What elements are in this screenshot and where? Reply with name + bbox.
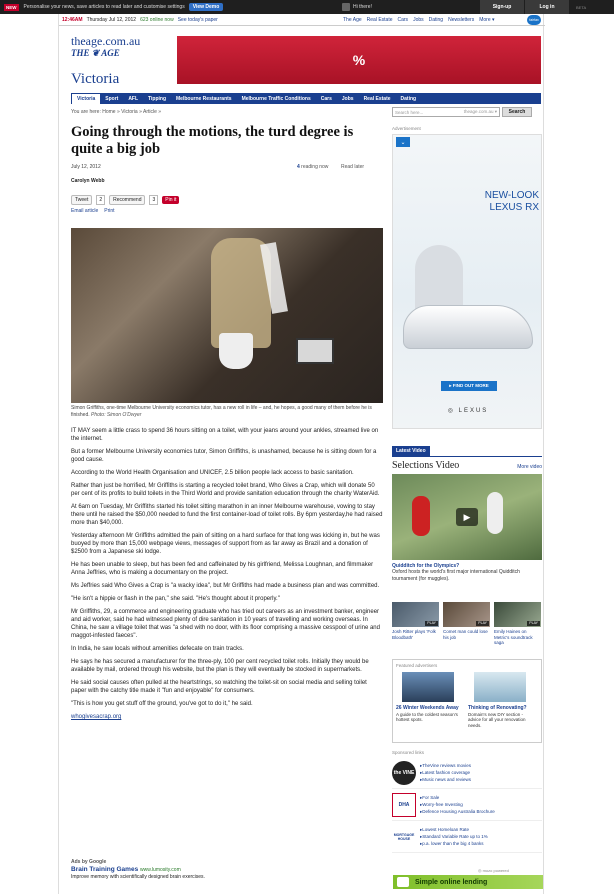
featured-item[interactable] xyxy=(468,672,532,728)
breadcrumb[interactable]: You are here: Home » Victoria » Article » xyxy=(71,109,162,115)
nav-item[interactable]: Melbourne Traffic Conditions xyxy=(241,95,311,102)
article-paragraph: According to the World Health Organisation and UNICEF, 2.5 billion people lack access to basic sanitation. xyxy=(71,470,354,476)
video-description: Oxford hosts the world's first major international Quidditch tournament (for muggles). xyxy=(392,569,520,582)
article-paragraph: "He isn't a hippie or flash in the pan," she said. "He's thought about it properly." xyxy=(71,596,280,602)
featured-row xyxy=(396,672,538,728)
featured-image xyxy=(474,672,526,702)
sponsor-link[interactable]: ▸ Defence Housing Australia Brochure xyxy=(420,808,495,815)
site-logo[interactable] xyxy=(71,34,140,59)
google-ads xyxy=(71,859,383,881)
chevron-down-icon[interactable]: ⌄ xyxy=(396,137,410,147)
video-thumb-image xyxy=(392,602,439,627)
latest-video-tab[interactable]: Latest Video xyxy=(392,446,430,456)
lexus-headline-line1: NEW-LOOK xyxy=(484,190,539,201)
latest-video-panel xyxy=(392,446,542,582)
sponsor-link[interactable]: ▸ TheVine reviews movies xyxy=(420,762,471,769)
video-thumb[interactable] xyxy=(494,602,541,646)
article-paragraph: IT MAY seem a little crass to spend 36 hours sitting on a toilet, with your jeans around your ankles, streamed live on the internet. xyxy=(71,428,379,442)
video-thumb[interactable] xyxy=(392,602,439,646)
nav-item[interactable]: Jobs xyxy=(341,95,354,102)
article-paragraph: In India, he saw locals without amenities defecate on train tracks. xyxy=(71,646,244,652)
network-link[interactable]: Jobs xyxy=(413,17,424,23)
google-ad-title[interactable] xyxy=(71,866,383,874)
network-link[interactable]: The Age xyxy=(343,17,362,23)
video-thumb-caption: Comet man could lose his job xyxy=(443,629,488,640)
google-ad-desc: Improve memory with scientifically designed brain exercises. xyxy=(71,874,205,880)
video-section-heading: Selections Video xyxy=(392,460,460,471)
featured-image xyxy=(402,672,454,702)
login-button[interactable]: Log in xyxy=(525,0,569,14)
article-paragraph: Ms Jeffries said Who Gives a Crap is "a wacky idea", but Mr Griffiths had made a business plan and was committed. xyxy=(71,583,380,589)
google-ads-label: Ads by Google xyxy=(71,859,107,865)
mortgage-house-logo[interactable]: MORTGAGE HOUSE xyxy=(392,825,416,849)
read-later-button[interactable] xyxy=(341,164,364,170)
search-scope-select[interactable]: theage.com.au ▾ xyxy=(463,109,497,114)
search-placeholder: Search here... xyxy=(395,109,424,115)
banner-ad[interactable] xyxy=(177,36,541,84)
online-count: 623 online now xyxy=(140,16,174,23)
current-date: Thursday Jul 12, 2012 xyxy=(86,16,137,23)
new-badge: NEW xyxy=(6,4,17,10)
video-title[interactable]: Quidditch for the Olympics? xyxy=(392,563,460,569)
network-link[interactable]: Newsletters xyxy=(448,17,475,23)
tweet-button[interactable]: Tweet xyxy=(71,195,92,205)
featured-title: 26 Winter Weekends Away xyxy=(396,705,459,711)
nav-item[interactable]: Sport xyxy=(105,95,119,102)
sponsor-link[interactable]: ▸ Worry-free Investing xyxy=(420,801,495,808)
thevine-logo[interactable]: the VINE xyxy=(392,761,416,785)
todays-paper-link[interactable]: See today's paper xyxy=(177,16,218,23)
pin-it-button[interactable]: Pin it xyxy=(162,196,179,204)
social-buttons xyxy=(71,195,179,205)
article-body xyxy=(71,427,383,726)
nav-item[interactable]: Tipping xyxy=(148,95,167,102)
more-video-link[interactable]: More video xyxy=(517,464,542,470)
video-thumb-caption: Emily Haines on Metric's soundtrack saga xyxy=(494,629,533,645)
lending-icon xyxy=(397,877,409,887)
lending-text: Simple online lending xyxy=(415,878,488,886)
article-author[interactable]: Carolyn Webb xyxy=(71,178,105,184)
article-headline: Going through the motions, the turd degree is quite a big job xyxy=(71,124,354,157)
car-image xyxy=(403,305,533,349)
featured-advertisers xyxy=(392,659,542,743)
reading-now xyxy=(297,164,328,170)
find-out-more-button[interactable]: ▸ FIND OUT MORE xyxy=(441,381,497,391)
article-tools xyxy=(71,208,115,214)
article-paragraph: But a former Melbourne University economics tutor, Simon Griffiths, is unashamed, because he is sitting down for a good cause. xyxy=(71,449,377,463)
site-link[interactable]: whogivesacrap.org xyxy=(71,714,122,720)
photo-laptop xyxy=(296,338,334,364)
section-title: Victoria xyxy=(71,71,120,87)
recommend-count: 3 xyxy=(149,195,158,205)
lexus-headline-line2: LEXUS RX xyxy=(489,202,539,213)
logo-masthead: THE ❦ AGE xyxy=(71,48,120,58)
article-paragraph: He says he has secured a manufacturer for the three-ply, 100 per cent recycled toilet rolls. Initially they would be available by mail, ordered through his website, but the plan is they will eventually be stocked in supermarkets. xyxy=(71,659,369,673)
banner-ad-text: % xyxy=(352,52,366,68)
read-later-label: Read later xyxy=(341,164,365,170)
sponsor-row xyxy=(392,821,542,853)
nav-item[interactable]: AFL xyxy=(128,95,139,102)
user-greeting[interactable] xyxy=(342,3,372,11)
personalise-message: Personalise your news, save articles to read later and customise settings xyxy=(23,4,185,10)
nav-item-victoria[interactable]: Victoria xyxy=(72,94,100,104)
article-paragraph: Rather than just be horrified, Mr Griffiths is starting a recycled toilet brand, Who Gives a Crap, which will donate 50 per cent of its profits to build toilets in the Third World and provide sanitation education through the charity WaterAid. xyxy=(71,483,380,497)
logo-domain: theage.com.au xyxy=(71,34,141,48)
top-bar xyxy=(0,0,614,14)
lexus-ad[interactable] xyxy=(392,134,542,429)
photo-credit: Photo: Simon O'Dwyer xyxy=(91,412,142,418)
article-paragraph: He has been unable to sleep, but has been fed and caffeinated by his girlfriend, Melissa Loughnan, and filmmaker Anna Jeffries, who is making a documentary on the project. xyxy=(71,562,374,576)
greeting-text: Hi there! xyxy=(353,4,372,10)
article-date: July 12, 2012 xyxy=(71,164,101,170)
search-form xyxy=(392,107,532,117)
page-wrapper xyxy=(58,14,544,894)
video-thumb-caption: Josh Ritter plays 'Folk Bloodbath' xyxy=(392,629,436,640)
sponsor-link[interactable]: ▸ Music news and reviews xyxy=(420,776,471,783)
article-paragraph: Mr Griffiths, 29, a commerce and engineering graduate who has tried out careers as an investment banker, engineer and aid worker, said he had witnessed plenty of dire sanitation in 10 years of travelling and working overseas. In China, he saw a village toilet that was "a shed with no door, with its floor comprising a massive cesspool of urine and maggot-infested faeces". xyxy=(71,609,380,639)
article-paragraph: "This is how you get stuff off the ground, you've got to do it," he said. xyxy=(71,701,253,707)
mozo-powered: ◎ mozo powered xyxy=(478,868,509,873)
video-section-title xyxy=(392,460,542,471)
google-ad-title-text: Brain Training Games xyxy=(71,866,139,873)
nav-item[interactable]: Cars xyxy=(320,95,332,102)
article-paragraph: Yesterday afternoon Mr Griffiths admitted the pain of sitting on a hard surface for that long was kicking in, but he was buoyed by more than 15,000 webpage views, messages of support from as far away as Brazil and a donation of $2500 from a Japanese ski lodge. xyxy=(71,533,380,555)
lexus-logo: ◎ LEXUS xyxy=(447,408,489,414)
tweet-count: 2 xyxy=(96,195,105,205)
sponsor-link-list xyxy=(420,762,471,783)
dha-logo[interactable]: DHA xyxy=(392,793,416,817)
sponsor-link[interactable]: ▸ Lowest Homeloan Rate xyxy=(420,826,488,833)
nav-item[interactable]: Real Estate xyxy=(363,95,391,102)
avatar-icon xyxy=(342,3,350,11)
current-time: 12:46AM xyxy=(62,16,83,23)
network-link[interactable]: More ▾ xyxy=(479,17,495,23)
network-link[interactable]: Real Estate xyxy=(366,17,393,23)
photo-toilet xyxy=(219,333,253,369)
google-ad-url: www.lumosity.com xyxy=(140,867,181,873)
video-thumb-image xyxy=(443,602,490,627)
video-thumbnails xyxy=(392,602,542,646)
date-bar xyxy=(59,14,545,26)
sponsor-link[interactable]: ▸ For Sale xyxy=(420,794,495,801)
section-nav xyxy=(71,93,541,104)
sponsor-row xyxy=(392,757,542,789)
reading-label: reading now xyxy=(299,164,329,170)
featured-title: Thinking of Renovating? xyxy=(468,705,527,711)
article-photo[interactable] xyxy=(71,228,383,403)
video-thumb-image xyxy=(494,602,541,627)
nav-item[interactable]: Melbourne Restaurants xyxy=(176,95,232,102)
reading-count: 4 xyxy=(297,164,300,170)
beta-label: BETA xyxy=(576,5,587,10)
network-link[interactable]: Dating xyxy=(428,17,444,23)
signup-button[interactable]: Sign-up xyxy=(480,0,524,14)
network-links xyxy=(343,17,495,23)
email-article-link[interactable]: Email article xyxy=(71,208,99,214)
search-input[interactable] xyxy=(392,107,500,117)
advertisement-label: Advertisement xyxy=(392,126,421,131)
featured-desc: Domain's new DIY section - advice for all your renovation needs. xyxy=(468,711,526,728)
sponsored-links-label: Sponsored links xyxy=(392,750,425,755)
play-label: PLAY xyxy=(478,620,487,625)
sponsor-link-list xyxy=(420,794,495,815)
video-thumb[interactable] xyxy=(443,602,490,646)
featured-desc: A guide to the coldest season's hottest spots. xyxy=(396,711,458,722)
view-demo-button[interactable]: View Demo xyxy=(189,3,224,11)
play-icon[interactable]: ▶ xyxy=(456,508,478,526)
network-link[interactable]: Cars xyxy=(397,17,409,23)
video-player-figure xyxy=(412,496,430,536)
sponsored-links xyxy=(392,750,542,853)
featured-advertisers-label: Featured advertisers xyxy=(396,663,438,668)
online-lending-ad[interactable] xyxy=(393,875,543,889)
sponsor-link[interactable]: ▸ p.a. lower than the big 4 banks xyxy=(420,840,488,847)
play-label: PLAY xyxy=(427,620,436,625)
tab-divider xyxy=(392,456,542,457)
video-player-figure xyxy=(487,492,503,534)
article-byline xyxy=(71,164,386,184)
article-paragraph: He said social causes often pulled at the heartstrings, so watching the toilet-sit on social media and selling toilet paper with the catchy title made it "fun and enjoyable" for consumers. xyxy=(71,680,367,694)
nav-item[interactable]: Dating xyxy=(400,95,417,102)
sponsor-link[interactable]: ▸ Latest fashion coverage xyxy=(420,769,471,776)
featured-video[interactable] xyxy=(392,474,542,560)
search-button[interactable]: Search xyxy=(502,107,532,117)
sponsor-link[interactable]: ▸ Standard Variable Rate up to 1% xyxy=(420,833,488,840)
featured-item[interactable] xyxy=(396,672,460,728)
print-link[interactable]: Print xyxy=(104,208,115,214)
article-paragraph: At 6am on Tuesday, Mr Griffiths started his toilet sitting marathon in an inner Melbourne warehouse, vowing to stay there until he raised the $50,000 needed to fund the first container-load of toilet rolls. By 6pm yesterday,he had raised more than $40,000. xyxy=(71,504,383,526)
play-label: PLAY xyxy=(529,620,538,625)
photo-caption xyxy=(71,405,383,419)
sponsor-row xyxy=(392,789,542,821)
caption-text: Simon Griffiths, one-time Melbourne University economics tutor, has a new roll in life – and, he hopes, a good many of them before he is finished. xyxy=(71,405,372,418)
fairfax-logo[interactable]: fairfax xyxy=(527,15,541,25)
recommend-button[interactable]: Recommend xyxy=(109,195,145,205)
lexus-headline xyxy=(433,190,539,214)
sponsor-link-list xyxy=(420,826,488,847)
